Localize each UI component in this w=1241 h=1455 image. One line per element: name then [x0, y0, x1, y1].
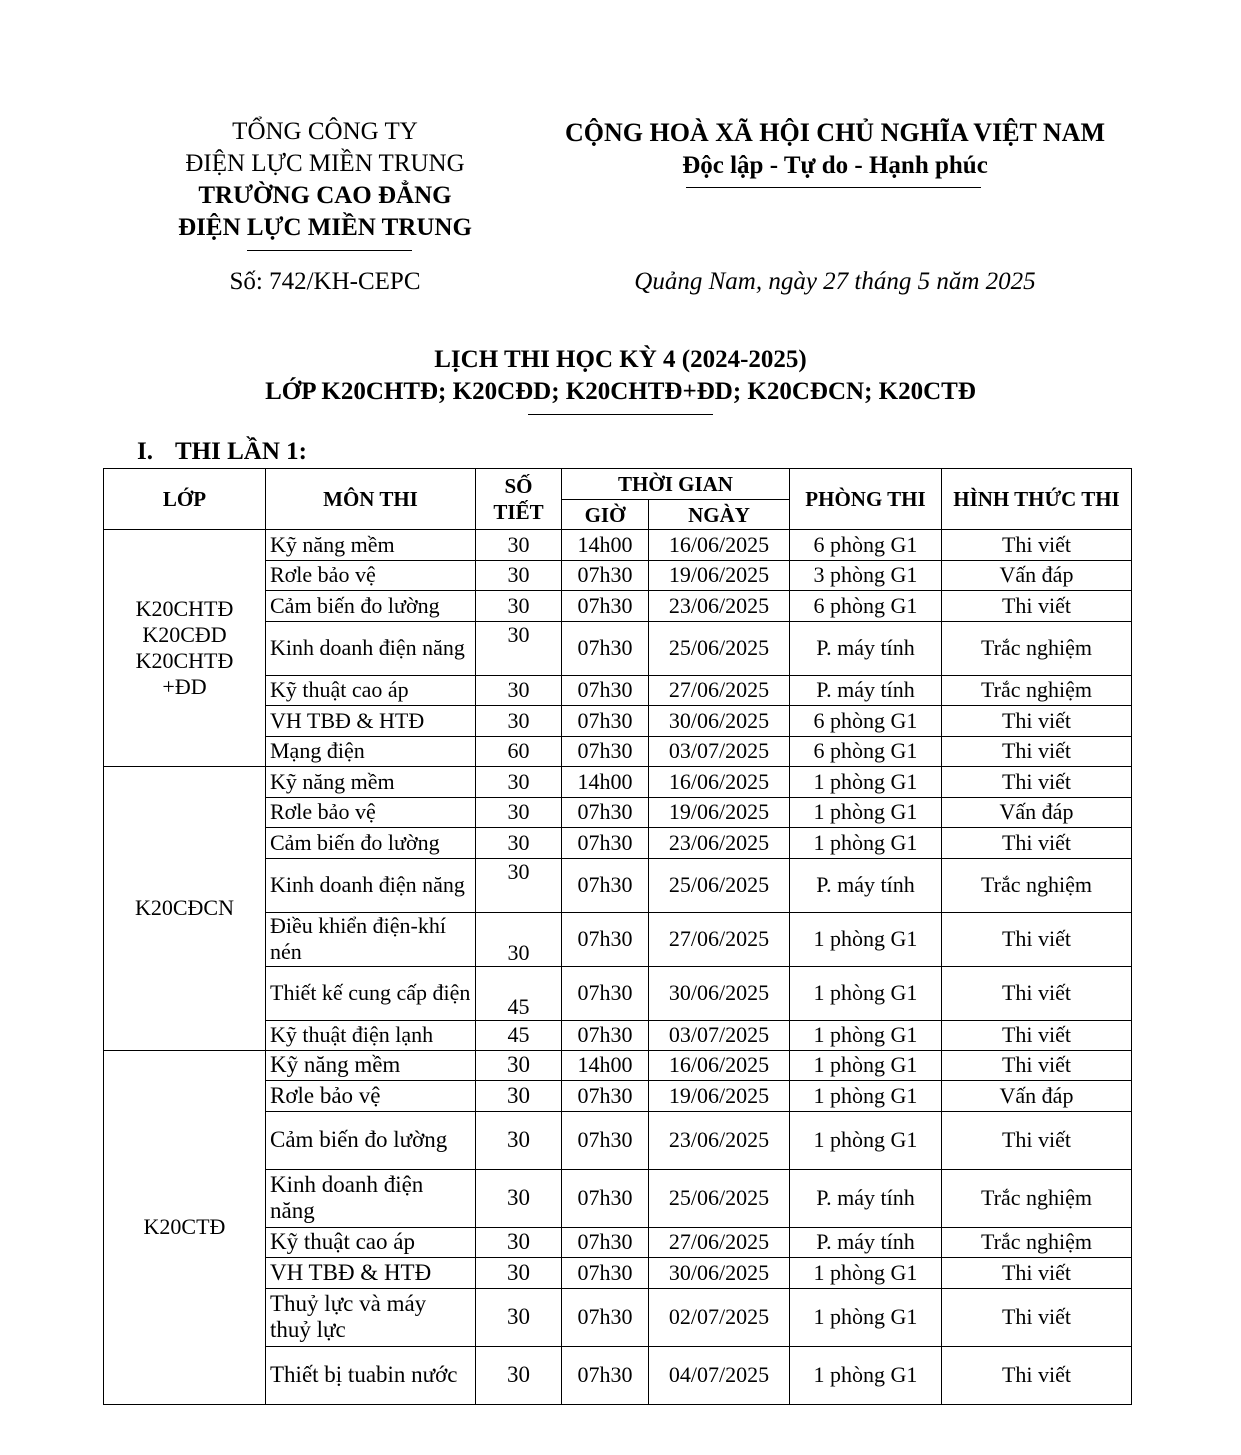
subject-cell: VH TBĐ & HTĐ — [266, 706, 476, 737]
header-subject: MÔN THI — [266, 469, 476, 530]
subject-cell: Cảm biến đo lường — [266, 1111, 476, 1169]
periods-cell: 30 — [476, 560, 562, 591]
periods-cell: 45 — [476, 966, 562, 1020]
room-cell: 1 phòng G1 — [790, 797, 942, 828]
periods-cell: 30 — [476, 1111, 562, 1169]
date-cell: 16/06/2025 — [649, 767, 790, 798]
school-name: TRƯỜNG CAO ĐẲNG — [198, 182, 452, 209]
periods-cell: 30 — [476, 706, 562, 737]
room-cell: 6 phòng G1 — [790, 591, 942, 622]
header-time-group: THỜI GIAN — [562, 469, 790, 500]
periods-cell: 30 — [476, 1050, 562, 1081]
subject-cell: Kỹ năng mềm — [266, 767, 476, 798]
room-cell: P. máy tính — [790, 858, 942, 912]
subject-cell: VH TBĐ & HTĐ — [266, 1258, 476, 1289]
subject-cell: Kỹ thuật cao áp — [266, 675, 476, 706]
format-cell: Thi viết — [942, 1020, 1132, 1050]
format-cell: Vấn đáp — [942, 797, 1132, 828]
section-heading — [137, 438, 307, 466]
subject-cell: Kỹ thuật cao áp — [266, 1227, 476, 1258]
parent-company: TỔNG CÔNG TY — [232, 118, 418, 145]
time-cell: 07h30 — [562, 1111, 649, 1169]
time-cell: 07h30 — [562, 1227, 649, 1258]
date-cell: 16/06/2025 — [649, 1050, 790, 1081]
time-cell: 14h00 — [562, 1050, 649, 1081]
format-cell: Thi viết — [942, 1111, 1132, 1169]
room-cell: 3 phòng G1 — [790, 560, 942, 591]
format-cell: Thi viết — [942, 912, 1132, 966]
subject-cell: Điều khiển điện-khí nén — [266, 912, 476, 966]
date-cell: 16/06/2025 — [649, 530, 790, 561]
room-cell: P. máy tính — [790, 675, 942, 706]
date-cell: 23/06/2025 — [649, 828, 790, 859]
org-underline — [247, 250, 412, 251]
format-cell: Trắc nghiệm — [942, 621, 1132, 675]
periods-cell: 30 — [476, 530, 562, 561]
date-cell: 25/06/2025 — [649, 1169, 790, 1227]
time-cell: 07h30 — [562, 1288, 649, 1346]
time-cell: 14h00 — [562, 767, 649, 798]
periods-cell: 30 — [476, 591, 562, 622]
class-cell: K20CTĐ — [104, 1050, 266, 1404]
room-cell: 1 phòng G1 — [790, 1020, 942, 1050]
time-cell: 07h30 — [562, 1169, 649, 1227]
periods-cell: 30 — [476, 675, 562, 706]
title-underline — [528, 414, 713, 415]
date-cell: 04/07/2025 — [649, 1346, 790, 1404]
time-cell: 07h30 — [562, 560, 649, 591]
subject-cell: Kinh doanh điện năng — [266, 621, 476, 675]
room-cell: 1 phòng G1 — [790, 912, 942, 966]
class-group — [104, 767, 1132, 1051]
format-cell: Thi viết — [942, 736, 1132, 767]
date-cell: 30/06/2025 — [649, 706, 790, 737]
class-cell: K20CĐCN — [104, 767, 266, 1051]
periods-cell: 30 — [476, 797, 562, 828]
format-cell: Thi viết — [942, 591, 1132, 622]
date-cell: 25/06/2025 — [649, 621, 790, 675]
subject-cell: Rơle bảo vệ — [266, 560, 476, 591]
room-cell: P. máy tính — [790, 1169, 942, 1227]
periods-cell: 30 — [476, 858, 562, 912]
room-cell: 1 phòng G1 — [790, 966, 942, 1020]
room-cell: 1 phòng G1 — [790, 1081, 942, 1112]
format-cell: Thi viết — [942, 1050, 1132, 1081]
time-cell: 07h30 — [562, 736, 649, 767]
date-cell: 19/06/2025 — [649, 560, 790, 591]
periods-cell: 30 — [476, 1169, 562, 1227]
room-cell: 6 phòng G1 — [790, 736, 942, 767]
document-number: Số: 742/KH-CEPC — [229, 268, 421, 295]
subject-cell: Thiết bị tuabin nước — [266, 1346, 476, 1404]
date-cell: 03/07/2025 — [649, 736, 790, 767]
room-cell: 1 phòng G1 — [790, 767, 942, 798]
room-cell: 6 phòng G1 — [790, 530, 942, 561]
title-line-1: LỊCH THI HỌC KỲ 4 (2024-2025) — [434, 346, 807, 373]
format-cell: Trắc nghiệm — [942, 858, 1132, 912]
format-cell: Thi viết — [942, 1346, 1132, 1404]
subject-cell: Kinh doanh điện năng — [266, 858, 476, 912]
periods-cell: 30 — [476, 1346, 562, 1404]
date-cell: 19/06/2025 — [649, 797, 790, 828]
subject-cell: Cảm biến đo lường — [266, 828, 476, 859]
format-cell: Trắc nghiệm — [942, 675, 1132, 706]
periods-cell: 60 — [476, 736, 562, 767]
format-cell: Thi viết — [942, 706, 1132, 737]
format-cell: Thi viết — [942, 966, 1132, 1020]
subject-cell: Rơle bảo vệ — [266, 797, 476, 828]
date-cell: 02/07/2025 — [649, 1288, 790, 1346]
periods-cell: 30 — [476, 1288, 562, 1346]
parent-company-name: ĐIỆN LỰC MIỀN TRUNG — [185, 150, 465, 177]
format-cell: Vấn đáp — [942, 1081, 1132, 1112]
time-cell: 07h30 — [562, 858, 649, 912]
subject-cell: Kinh doanh điện năng — [266, 1169, 476, 1227]
header-room: PHÒNG THI — [790, 469, 942, 530]
date-cell: 23/06/2025 — [649, 591, 790, 622]
date-cell: 23/06/2025 — [649, 1111, 790, 1169]
format-cell: Vấn đáp — [942, 560, 1132, 591]
date-cell: 27/06/2025 — [649, 675, 790, 706]
format-cell: Thi viết — [942, 767, 1132, 798]
section-number: I. — [137, 438, 153, 465]
time-cell: 07h30 — [562, 912, 649, 966]
subject-cell: Kỹ năng mềm — [266, 530, 476, 561]
periods-cell: 30 — [476, 828, 562, 859]
time-cell: 07h30 — [562, 591, 649, 622]
date-cell: 19/06/2025 — [649, 1081, 790, 1112]
header-hour: GIỜ — [562, 500, 649, 530]
document-title — [100, 344, 1141, 408]
date-cell: 30/06/2025 — [649, 1258, 790, 1289]
time-cell: 07h30 — [562, 797, 649, 828]
time-cell: 07h30 — [562, 828, 649, 859]
table-row — [104, 767, 1132, 798]
room-cell: 1 phòng G1 — [790, 1050, 942, 1081]
date-cell: 25/06/2025 — [649, 858, 790, 912]
subject-cell: Thuỷ lực và máy thuỷ lực — [266, 1288, 476, 1346]
date-cell: 27/06/2025 — [649, 1227, 790, 1258]
school-name-line2: ĐIỆN LỰC MIỀN TRUNG — [178, 214, 472, 241]
periods-cell: 30 — [476, 1258, 562, 1289]
table-row — [104, 530, 1132, 561]
room-cell: P. máy tính — [790, 621, 942, 675]
time-cell: 07h30 — [562, 1258, 649, 1289]
periods-cell: 30 — [476, 767, 562, 798]
format-cell: Thi viết — [942, 828, 1132, 859]
periods-cell: 30 — [476, 621, 562, 675]
room-cell: 1 phòng G1 — [790, 1288, 942, 1346]
motto-underline — [686, 187, 981, 188]
subject-cell: Kỹ thuật điện lạnh — [266, 1020, 476, 1050]
national-motto: Độc lập - Tự do - Hạnh phúc — [682, 152, 988, 179]
date-cell: 30/06/2025 — [649, 966, 790, 1020]
room-cell: 6 phòng G1 — [790, 706, 942, 737]
format-cell: Thi viết — [942, 1288, 1132, 1346]
time-cell: 07h30 — [562, 1020, 649, 1050]
national-header — [540, 116, 1130, 182]
header-date: NGÀY — [649, 500, 790, 530]
time-cell: 07h30 — [562, 1081, 649, 1112]
table-row — [104, 1050, 1132, 1081]
format-cell: Thi viết — [942, 1258, 1132, 1289]
class-group — [104, 1050, 1132, 1404]
time-cell: 14h00 — [562, 530, 649, 561]
format-cell: Thi viết — [942, 530, 1132, 561]
date-cell: 03/07/2025 — [649, 1020, 790, 1050]
exam-schedule-table — [103, 468, 1132, 1405]
title-line-2: LỚP K20CHTĐ; K20CĐD; K20CHTĐ+ĐD; K20CĐCN; K20CTĐ — [265, 378, 976, 405]
format-cell: Trắc nghiệm — [942, 1169, 1132, 1227]
format-cell: Trắc nghiệm — [942, 1227, 1132, 1258]
periods-cell: 30 — [476, 1227, 562, 1258]
subject-cell: Mạng điện — [266, 736, 476, 767]
time-cell: 07h30 — [562, 675, 649, 706]
date-cell: 27/06/2025 — [649, 912, 790, 966]
time-cell: 07h30 — [562, 966, 649, 1020]
periods-cell: 30 — [476, 912, 562, 966]
class-cell: K20CHTĐ K20CĐD K20CHTĐ +ĐD — [104, 530, 266, 767]
header-format: HÌNH THỨC THI — [942, 469, 1132, 530]
room-cell: P. máy tính — [790, 1227, 942, 1258]
nation-name: CỘNG HOÀ XÃ HỘI CHỦ NGHĨA VIỆT NAM — [564, 118, 1106, 147]
place-date: Quảng Nam, ngày 27 tháng 5 năm 2025 — [634, 268, 1036, 295]
time-cell: 07h30 — [562, 621, 649, 675]
periods-cell: 30 — [476, 1081, 562, 1112]
header-class: LỚP — [104, 469, 266, 530]
section-label: THI LẦN 1: — [175, 438, 307, 465]
room-cell: 1 phòng G1 — [790, 1111, 942, 1169]
organization-header — [130, 116, 520, 244]
periods-cell: 45 — [476, 1020, 562, 1050]
room-cell: 1 phòng G1 — [790, 828, 942, 859]
header-periods: SỐ TIẾT — [476, 469, 562, 530]
subject-cell: Kỹ năng mềm — [266, 1050, 476, 1081]
time-cell: 07h30 — [562, 706, 649, 737]
class-group — [104, 530, 1132, 767]
subject-cell: Cảm biến đo lường — [266, 591, 476, 622]
subject-cell: Thiết kế cung cấp điện — [266, 966, 476, 1020]
room-cell: 1 phòng G1 — [790, 1346, 942, 1404]
room-cell: 1 phòng G1 — [790, 1258, 942, 1289]
time-cell: 07h30 — [562, 1346, 649, 1404]
subject-cell: Rơle bảo vệ — [266, 1081, 476, 1112]
